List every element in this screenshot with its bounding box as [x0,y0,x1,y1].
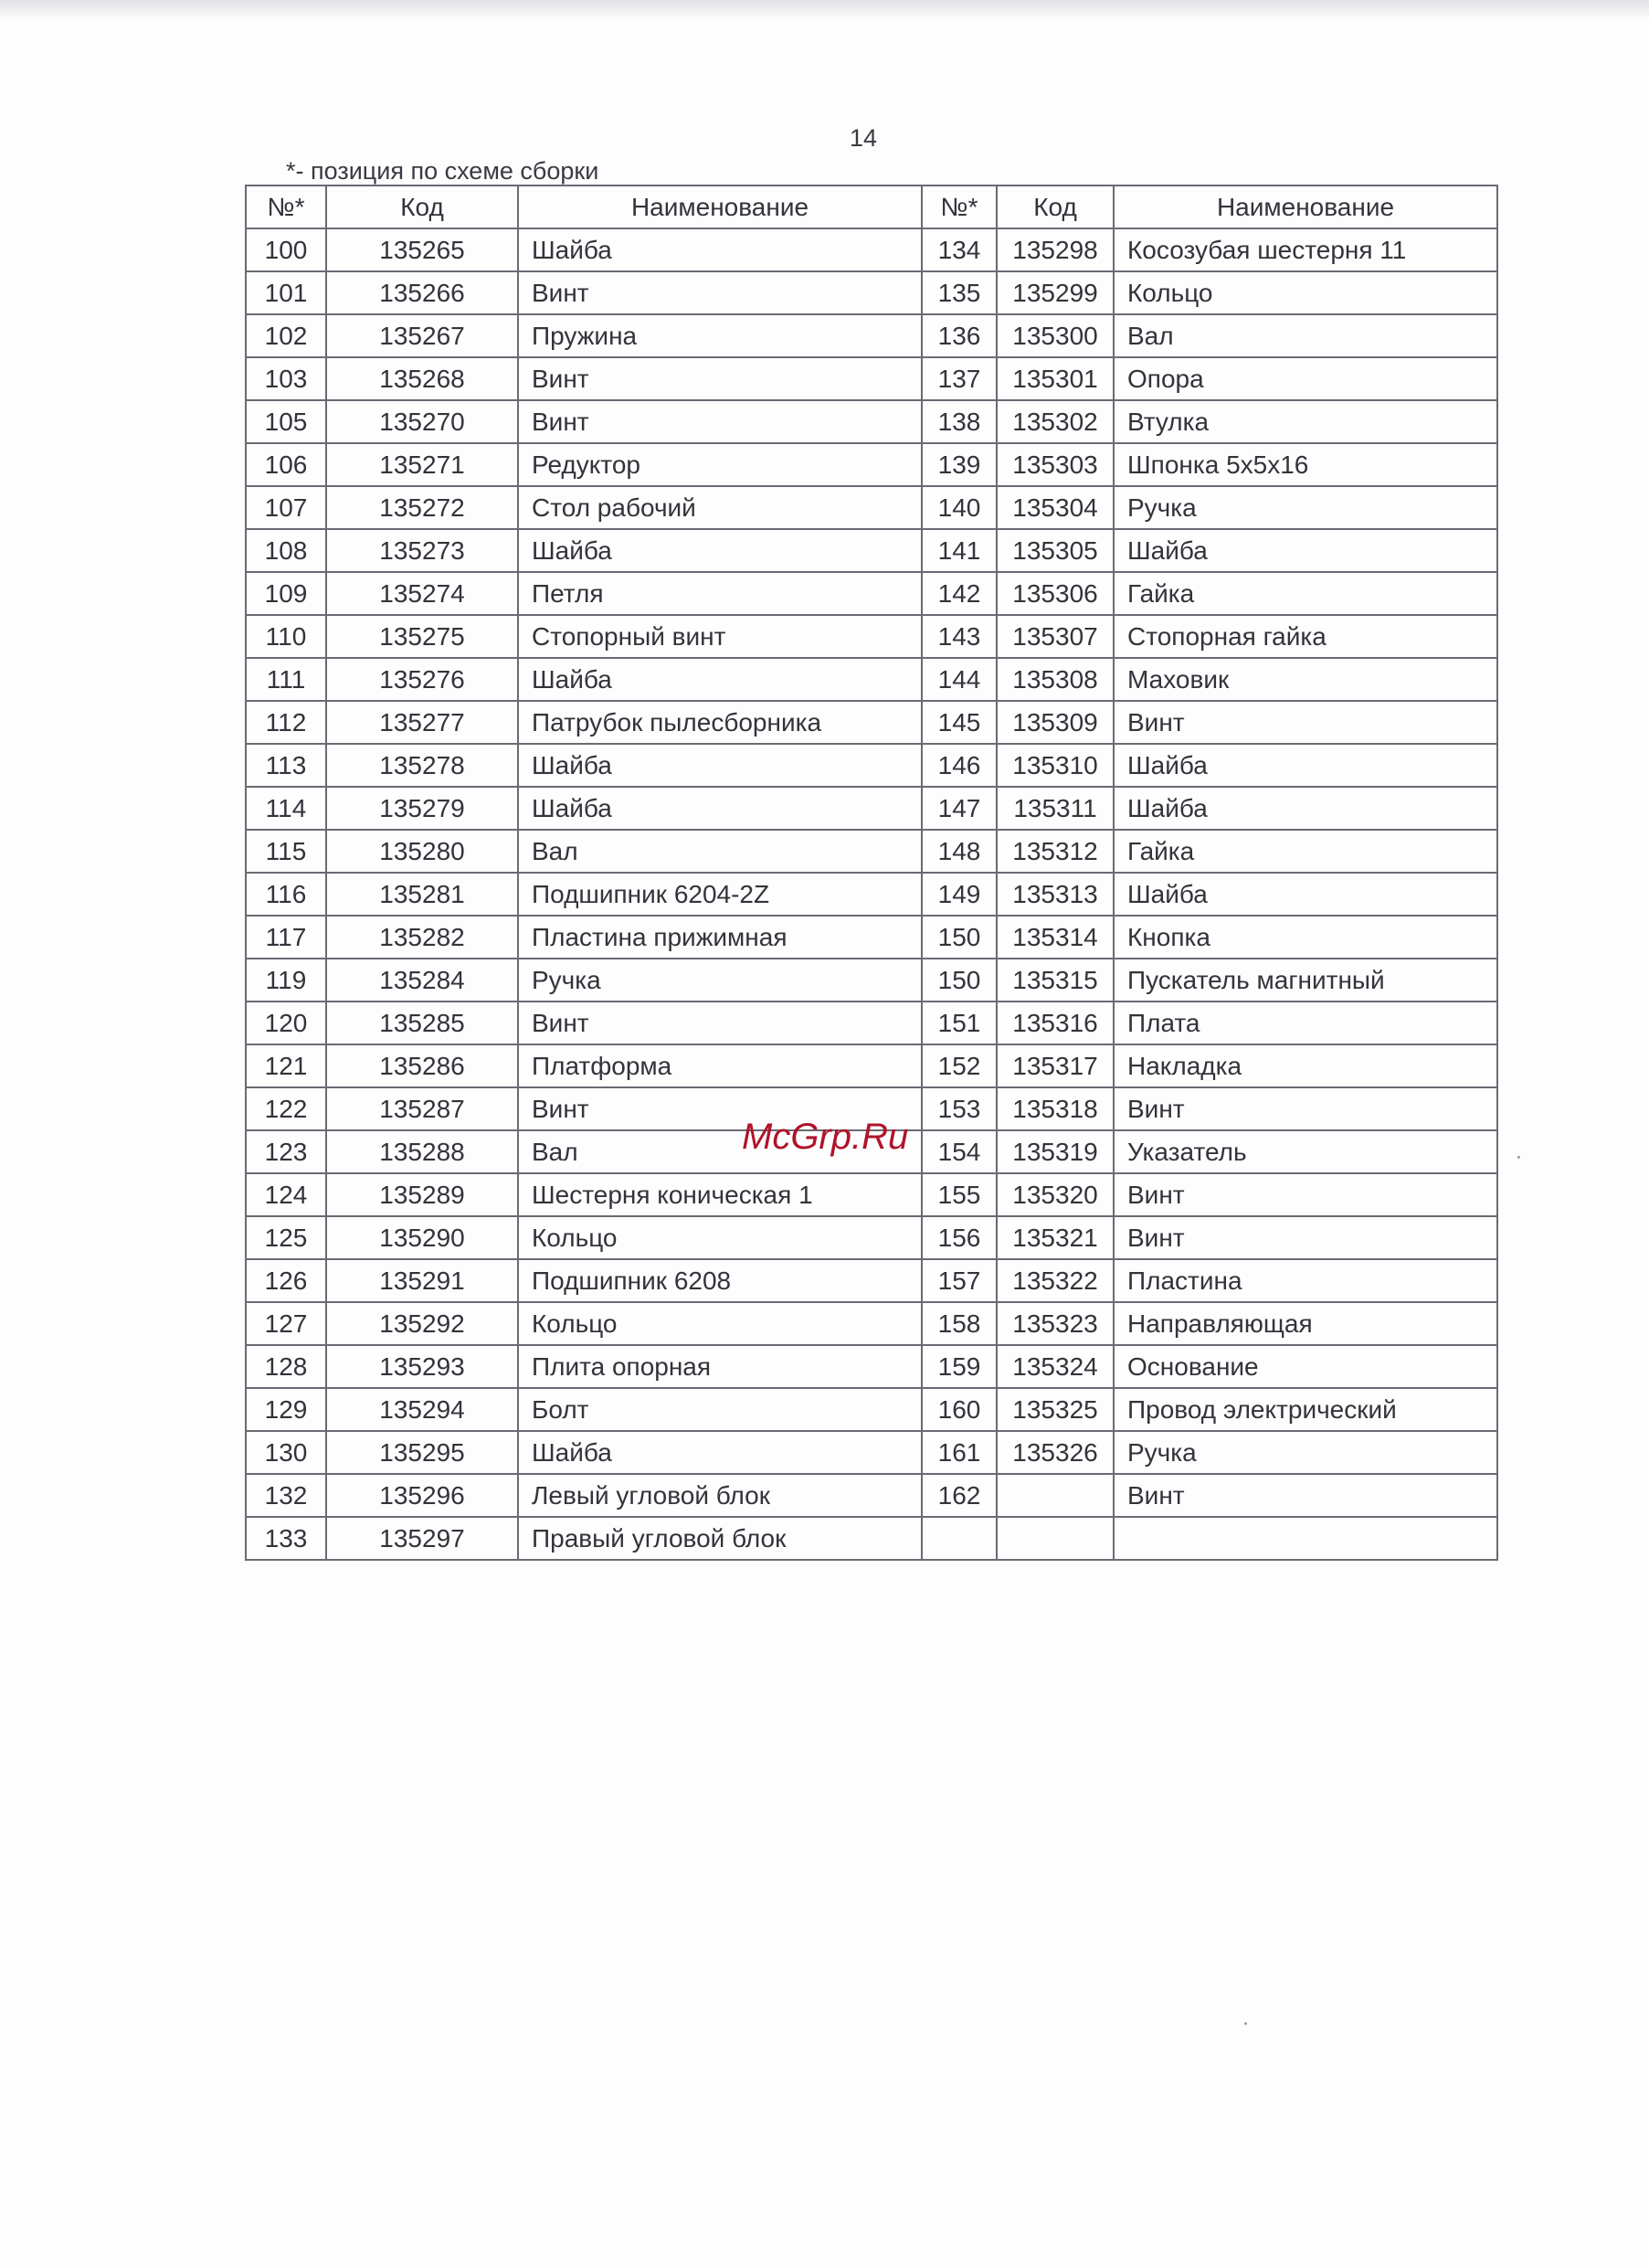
cell-num: 123 [246,1130,326,1173]
cell-num: 106 [246,443,326,486]
cell-code: 135310 [997,744,1114,787]
cell-name: Направляющая [1114,1302,1497,1345]
cell-name: Патрубок пылесборника [518,701,922,744]
cell-name: Винт [1114,701,1497,744]
cell-num: 110 [246,615,326,658]
table-row [246,314,1497,357]
cell-code: 135266 [326,271,518,314]
cell-name: Кольцо [518,1216,922,1259]
table-row [246,959,1497,1002]
cell-num: 113 [246,744,326,787]
header-num: №* [922,185,997,228]
cell-name: Шайба [1114,787,1497,830]
cell-code: 135296 [326,1474,518,1517]
cell-name: Подшипник 6204-2Z [518,873,922,916]
table-row [246,1474,1497,1517]
cell-code [997,1517,1114,1560]
cell-name: Гайка [1114,572,1497,615]
cell-name: Маховик [1114,658,1497,701]
scan-speck [1517,1156,1520,1159]
cell-num: 112 [246,701,326,744]
scan-edge [0,0,1649,20]
cell-num: 147 [922,787,997,830]
cell-code: 135301 [997,357,1114,400]
cell-name: Втулка [1114,400,1497,443]
cell-num: 145 [922,701,997,744]
header-code: Код [326,185,518,228]
cell-name: Шайба [518,1431,922,1474]
cell-num: 141 [922,529,997,572]
cell-name: Пластина прижимная [518,916,922,959]
table-row [246,228,1497,271]
cell-name: Шайба [518,658,922,701]
table-row [246,1259,1497,1302]
cell-name: Кнопка [1114,916,1497,959]
table-row [246,1044,1497,1087]
cell-name: Шайба [1114,873,1497,916]
cell-code: 135306 [997,572,1114,615]
cell-code: 135317 [997,1044,1114,1087]
table-row [246,400,1497,443]
cell-name: Петля [518,572,922,615]
cell-name: Стопорный винт [518,615,922,658]
cell-code: 135309 [997,701,1114,744]
cell-code: 135324 [997,1345,1114,1388]
cell-code: 135311 [997,787,1114,830]
cell-num: 127 [246,1302,326,1345]
table-row [246,1345,1497,1388]
cell-num: 162 [922,1474,997,1517]
cell-num: 138 [922,400,997,443]
cell-name: Винт [1114,1474,1497,1517]
cell-name: Кольцо [1114,271,1497,314]
scan-speck [1244,2022,1247,2025]
cell-num: 124 [246,1173,326,1216]
cell-code: 135273 [326,529,518,572]
cell-code: 135289 [326,1173,518,1216]
cell-code: 135278 [326,744,518,787]
cell-name: Шайба [1114,744,1497,787]
cell-name: Подшипник 6208 [518,1259,922,1302]
cell-code: 135315 [997,959,1114,1002]
cell-code: 135308 [997,658,1114,701]
cell-code: 135287 [326,1087,518,1130]
cell-name: Левый угловой блок [518,1474,922,1517]
cell-name: Болт [518,1388,922,1431]
cell-name: Кольцо [518,1302,922,1345]
cell-name: Шпонка 5х5х16 [1114,443,1497,486]
cell-name: Шайба [1114,529,1497,572]
cell-num: 119 [246,959,326,1002]
table-row [246,1002,1497,1044]
cell-code: 135323 [997,1302,1114,1345]
cell-code: 135304 [997,486,1114,529]
table-row [246,916,1497,959]
cell-num: 129 [246,1388,326,1431]
cell-num: 154 [922,1130,997,1173]
cell-name: Редуктор [518,443,922,486]
cell-name: Шайба [518,228,922,271]
header-code: Код [997,185,1114,228]
cell-code: 135312 [997,830,1114,873]
cell-name: Платформа [518,1044,922,1087]
cell-num: 148 [922,830,997,873]
cell-code: 135320 [997,1173,1114,1216]
cell-name: Стол рабочий [518,486,922,529]
cell-code: 135321 [997,1216,1114,1259]
cell-code: 135302 [997,400,1114,443]
cell-name: Шестерня коническая 1 [518,1173,922,1216]
cell-code: 135314 [997,916,1114,959]
table-row [246,572,1497,615]
cell-code: 135268 [326,357,518,400]
cell-num: 161 [922,1431,997,1474]
cell-num: 140 [922,486,997,529]
cell-num: 155 [922,1173,997,1216]
page-number: 14 [850,124,878,152]
cell-name: Пластина [1114,1259,1497,1302]
cell-code [997,1474,1114,1517]
cell-name: Указатель [1114,1130,1497,1173]
cell-code: 135271 [326,443,518,486]
cell-num: 108 [246,529,326,572]
cell-code: 135275 [326,615,518,658]
cell-code: 135326 [997,1431,1114,1474]
table-row [246,658,1497,701]
cell-num: 107 [246,486,326,529]
table-row [246,615,1497,658]
cell-name: Накладка [1114,1044,1497,1087]
table-row [246,357,1497,400]
cell-code: 135280 [326,830,518,873]
table-row [246,529,1497,572]
table-row [246,744,1497,787]
cell-num: 156 [922,1216,997,1259]
cell-code: 135322 [997,1259,1114,1302]
cell-num: 102 [246,314,326,357]
cell-name: Пружина [518,314,922,357]
cell-num: 143 [922,615,997,658]
table-footnote: *- позиция по схеме сборки [286,157,599,185]
header-name: Наименование [518,185,922,228]
cell-code: 135297 [326,1517,518,1560]
cell-code: 135318 [997,1087,1114,1130]
cell-code: 135274 [326,572,518,615]
cell-code: 135305 [997,529,1114,572]
cell-code: 135325 [997,1388,1114,1431]
cell-name: Шайба [518,744,922,787]
table-row [246,1388,1497,1431]
cell-code: 135299 [997,271,1114,314]
table-row [246,486,1497,529]
cell-code: 135286 [326,1044,518,1087]
cell-num: 100 [246,228,326,271]
cell-name: Опора [1114,357,1497,400]
cell-code: 135267 [326,314,518,357]
cell-num: 160 [922,1388,997,1431]
cell-num: 134 [922,228,997,271]
cell-num: 117 [246,916,326,959]
cell-num: 153 [922,1087,997,1130]
cell-code: 135277 [326,701,518,744]
cell-num: 158 [922,1302,997,1345]
cell-code: 135281 [326,873,518,916]
cell-num: 120 [246,1002,326,1044]
cell-name: Винт [1114,1216,1497,1259]
cell-code: 135288 [326,1130,518,1173]
cell-code: 135270 [326,400,518,443]
cell-num: 139 [922,443,997,486]
cell-code: 135303 [997,443,1114,486]
cell-num: 101 [246,271,326,314]
cell-num: 105 [246,400,326,443]
table-row [246,443,1497,486]
table-row [246,1216,1497,1259]
cell-name: Провод электрический [1114,1388,1497,1431]
cell-num: 135 [922,271,997,314]
cell-num: 142 [922,572,997,615]
table-row [246,1431,1497,1474]
table-header-row [246,185,1497,228]
cell-code: 135285 [326,1002,518,1044]
cell-num: 103 [246,357,326,400]
cell-name: Вал [1114,314,1497,357]
cell-name: Ручка [518,959,922,1002]
cell-name: Винт [1114,1087,1497,1130]
cell-code: 135276 [326,658,518,701]
cell-name: Винт [518,357,922,400]
cell-num: 116 [246,873,326,916]
cell-code: 135290 [326,1216,518,1259]
cell-num: 137 [922,357,997,400]
cell-name [1114,1517,1497,1560]
cell-num: 136 [922,314,997,357]
cell-name: Ручка [1114,486,1497,529]
cell-code: 135307 [997,615,1114,658]
cell-name: Вал [518,1130,922,1173]
table-row [246,1173,1497,1216]
cell-name: Шайба [518,787,922,830]
table-row [246,701,1497,744]
cell-code: 135279 [326,787,518,830]
cell-name: Шайба [518,529,922,572]
cell-code: 135316 [997,1002,1114,1044]
cell-num: 125 [246,1216,326,1259]
table-row [246,873,1497,916]
table-row [246,1517,1497,1560]
cell-num: 126 [246,1259,326,1302]
cell-num: 144 [922,658,997,701]
cell-num: 133 [246,1517,326,1560]
cell-code: 135294 [326,1388,518,1431]
cell-code: 135295 [326,1431,518,1474]
cell-num: 128 [246,1345,326,1388]
watermark: McGrp.Ru [742,1117,909,1157]
cell-num: 149 [922,873,997,916]
cell-name: Пускатель магнитный [1114,959,1497,1002]
table-row [246,271,1497,314]
cell-name: Винт [1114,1173,1497,1216]
cell-num: 150 [922,916,997,959]
cell-num: 159 [922,1345,997,1388]
cell-num: 152 [922,1044,997,1087]
table-row [246,830,1497,873]
table-row [246,1302,1497,1345]
cell-name: Основание [1114,1345,1497,1388]
cell-name: Винт [518,400,922,443]
cell-code: 135272 [326,486,518,529]
cell-name: Ручка [1114,1431,1497,1474]
cell-code: 135282 [326,916,518,959]
cell-name: Винт [518,1087,922,1130]
cell-code: 135298 [997,228,1114,271]
cell-num: 122 [246,1087,326,1130]
cell-code: 135284 [326,959,518,1002]
cell-num: 109 [246,572,326,615]
cell-num: 132 [246,1474,326,1517]
cell-name: Вал [518,830,922,873]
cell-code: 135313 [997,873,1114,916]
cell-name: Плита опорная [518,1345,922,1388]
cell-code: 135293 [326,1345,518,1388]
parts-table [245,185,1498,1561]
cell-name: Стопорная гайка [1114,615,1497,658]
cell-num: 121 [246,1044,326,1087]
cell-code: 135300 [997,314,1114,357]
cell-code: 135292 [326,1302,518,1345]
cell-num: 146 [922,744,997,787]
cell-name: Винт [518,1002,922,1044]
header-name: Наименование [1114,185,1497,228]
header-num: №* [246,185,326,228]
cell-name: Гайка [1114,830,1497,873]
cell-num [922,1517,997,1560]
cell-code: 135319 [997,1130,1114,1173]
cell-code: 135265 [326,228,518,271]
cell-num: 115 [246,830,326,873]
cell-num: 150 [922,959,997,1002]
cell-name: Винт [518,271,922,314]
cell-num: 157 [922,1259,997,1302]
cell-name: Косозубая шестерня 11 [1114,228,1497,271]
cell-num: 114 [246,787,326,830]
cell-name: Правый угловой блок [518,1517,922,1560]
cell-num: 151 [922,1002,997,1044]
cell-code: 135291 [326,1259,518,1302]
cell-num: 111 [246,658,326,701]
cell-num: 130 [246,1431,326,1474]
table-row [246,787,1497,830]
cell-name: Плата [1114,1002,1497,1044]
